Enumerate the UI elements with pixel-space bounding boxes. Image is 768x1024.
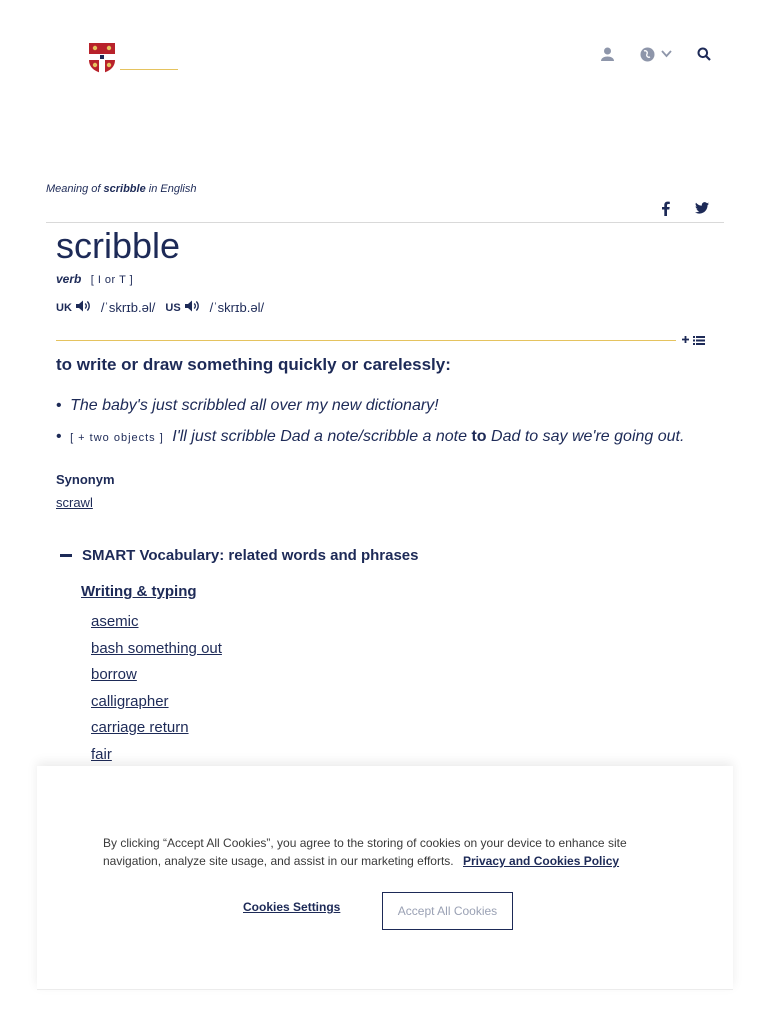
definition: to write or draw something quickly or carelessly: — [56, 355, 451, 374]
grammar-label: [ I or T ] — [90, 274, 134, 286]
us-label: US — [165, 301, 181, 314]
example-text: The baby's just scribbled all over my new dictionary! — [70, 397, 439, 414]
example-bullet: • — [56, 428, 62, 445]
privacy-policy-link[interactable]: Privacy and Cookies Policy — [463, 854, 620, 868]
related-words-list — [91, 609, 222, 769]
cookie-notice-text: By clicking “Accept All Cookies”, you agree to the storing of cookies on your device to enhance site navigation, analyze site usage, and assist in our marketing efforts. — [103, 836, 627, 868]
collapse-icon[interactable] — [60, 554, 72, 557]
example-bold-word: to — [471, 428, 487, 445]
meaning-prefix: Meaning of — [46, 183, 101, 195]
example-bullet: • — [56, 397, 62, 414]
us-audio-speaker-icon[interactable] — [185, 300, 200, 315]
list-item — [91, 636, 222, 663]
related-word-link[interactable]: fair — [91, 745, 112, 763]
twitter-icon[interactable] — [695, 200, 709, 216]
headword: scribble — [56, 225, 181, 266]
cookie-banner — [37, 766, 733, 990]
related-word-link[interactable]: asemic — [91, 613, 139, 630]
smart-vocabulary-heading: SMART Vocabulary: related words and phrases — [82, 547, 419, 564]
list-item — [91, 715, 222, 742]
meaning-breadcrumb — [46, 183, 196, 195]
synonym-link[interactable]: scrawl — [56, 495, 93, 510]
example-sentence — [56, 397, 439, 415]
user-icon[interactable] — [601, 46, 614, 62]
cookie-notice — [103, 834, 663, 870]
pronunciation-row — [56, 300, 274, 315]
search-icon[interactable] — [697, 46, 711, 62]
sense-divider — [56, 340, 676, 341]
facebook-icon[interactable] — [661, 200, 670, 216]
list-item — [91, 662, 222, 689]
related-word-link[interactable]: bash something out — [91, 639, 222, 657]
divider — [37, 989, 733, 990]
globe-icon[interactable] — [640, 46, 655, 62]
uk-label: UK — [56, 301, 72, 314]
cookies-settings-button[interactable]: Cookies Settings — [243, 900, 341, 914]
uk-ipa: /ˈskrɪb.əl/ — [100, 300, 156, 315]
related-word-link[interactable]: carriage return — [91, 719, 189, 737]
cambridge-shield-icon[interactable] — [88, 42, 116, 74]
list-item — [91, 609, 222, 636]
us-ipa: /ˈskrɪb.əl/ — [209, 300, 265, 315]
accept-all-cookies-button[interactable]: Accept All Cookies — [382, 892, 513, 930]
chevron-down-icon[interactable] — [661, 46, 672, 62]
example-sentence — [56, 428, 684, 446]
example-text-part: I'll just scribble Dad a note/scribble a note — [172, 428, 468, 445]
logo-underline — [120, 69, 178, 70]
meaning-suffix: in English — [148, 183, 197, 195]
related-word-link[interactable]: borrow — [91, 666, 137, 684]
example-text-part: Dad to say we're going out. — [491, 428, 685, 445]
topic-link[interactable]: Writing & typing — [81, 583, 197, 600]
smart-vocabulary-toggle[interactable] — [60, 547, 418, 564]
part-of-speech — [56, 272, 133, 286]
synonym-heading: Synonym — [56, 472, 115, 487]
meaning-word: scribble — [103, 183, 146, 195]
uk-audio-speaker-icon[interactable] — [76, 300, 91, 315]
related-word-link[interactable]: calligrapher — [91, 692, 169, 710]
list-item — [91, 689, 222, 716]
list-item — [91, 742, 222, 769]
example-grammar: [ + two objects ] — [70, 432, 164, 444]
add-to-list-icon[interactable] — [682, 334, 706, 348]
pos-label: verb — [56, 272, 82, 286]
